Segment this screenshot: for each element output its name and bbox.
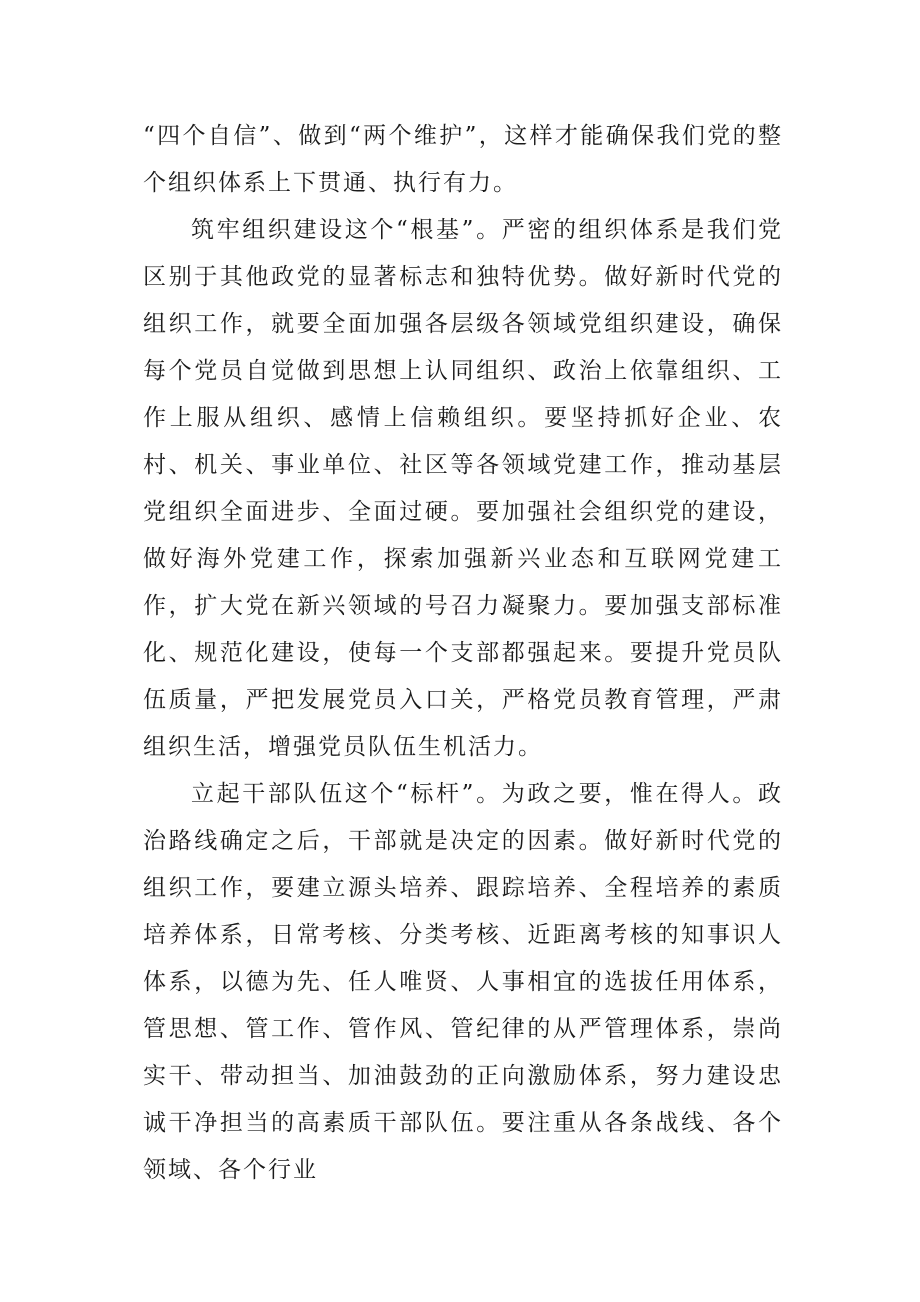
- paragraph-3: 立起干部队伍这个“标杆”。为政之要，惟在得人。政治路线确定之后，干部就是决定的因素。做好新时代党的组织工作，要建立源头培养、跟踪培养、全程培养的素质培养体系，日常考核、分类考核、近距离考核的知事识人体系，以德为先、任人唯贤、人事相宜的选拔任用体系，管思想、管工作、管作风、管纪律的从严管理体系，崇尚实干、带动担当、加油鼓劲的正向激励体系，努力建设忠诚干净担当的高素质干部队伍。要注重从各条战线、各个领域、各个行业: [143, 781, 783, 1183]
- document-body: [143, 113, 783, 1194]
- paragraph-2: 筑牢组织建设这个“根基”。严密的组织体系是我们党区别于其他政党的显著标志和独特优势。做好新时代党的组织工作，就要全面加强各层级各领域党组织建设，确保每个党员自觉做到思想上认同组织、政治上依靠组织、工作上服从组织、感情上信赖组织。要坚持抓好企业、农村、机关、事业单位、社区等各领域党建工作，推动基层党组织全面进步、全面过硬。要加强社会组织党的建设，做好海外党建工作，探索加强新兴业态和互联网党建工作，扩大党在新兴领域的号召力凝聚力。要加强支部标准化、规范化建设，使每一个支部都强起来。要提升党员队伍质量，严把发展党员入口关，严格党员教育管理，严肃组织生活，增强党员队伍生机活力。: [143, 217, 783, 760]
- paragraph-1: “四个自信”、做到“两个维护”，这样才能确保我们党的整个组织体系上下贯通、执行有力。: [143, 123, 783, 196]
